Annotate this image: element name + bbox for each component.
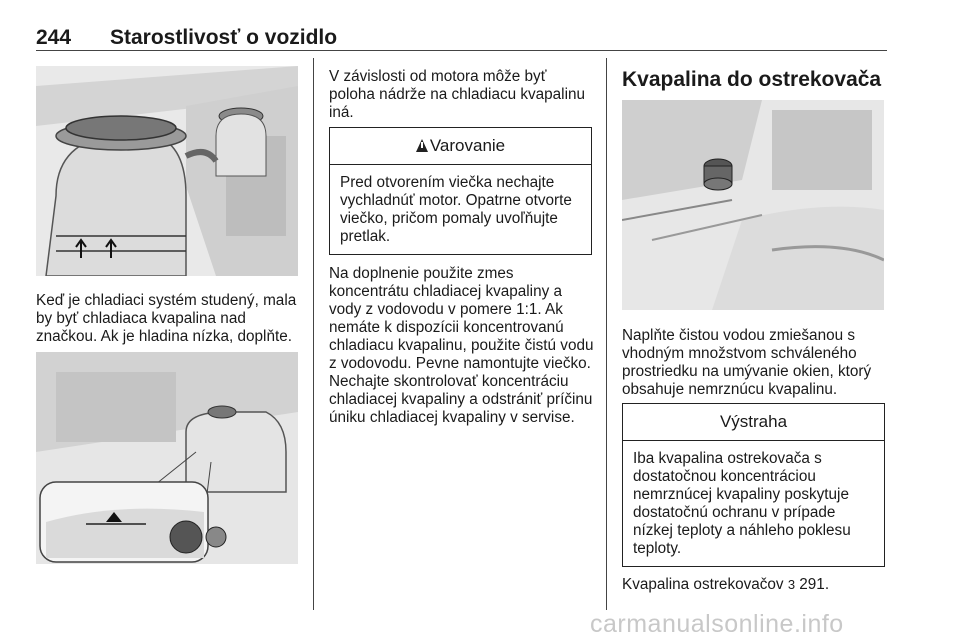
caution-text: Iba kvapalina ostrekovača s dostatočnou koncentráciou nemrznúcej kvapaliny poskytuje dostatočnú ochranu v prípade nízkej teploty a náhleho poklesu teploty. xyxy=(633,450,851,557)
column-divider xyxy=(606,58,607,610)
watermark: carmanualsonline.info xyxy=(590,610,844,638)
page-reference-arrow-icon: 3 xyxy=(787,577,796,592)
reference-label: Kvapalina ostrekovačov xyxy=(622,576,784,593)
warning-box xyxy=(329,127,592,255)
reference-page: 291. xyxy=(799,576,830,593)
page-number: 244 xyxy=(36,26,72,49)
caution-box xyxy=(622,403,885,567)
warning-text: Pred otvorením viečka nechajte vychladnúť motor. Opatrne otvorte viečko, pričom pomaly uvoľňujte pretlak. xyxy=(340,174,572,245)
warning-header xyxy=(330,128,591,165)
caution-title: Výstraha xyxy=(623,404,884,441)
coolant-mix-text: Na doplnenie použite zmes koncentrátu chladiacej kvapaliny a vody z vodovodu v pomere 1:1. Ak nemáte k dispozícii koncentrovanú chladiacu kvapalinu, použite čistú vodu z vodovodu. Pevne namontujte viečko. Nechajte skontrolovať koncentráciu chladiacej kvapaliny a odstrániť príčinu úniku chladiacej kvapaliny v servise. xyxy=(329,265,594,426)
page-title: Starostlivosť o vozidlo xyxy=(110,26,338,49)
column-divider xyxy=(313,58,314,610)
coolant-tank-figure xyxy=(36,66,298,276)
washer-reservoir-figure xyxy=(622,100,884,310)
warning-triangle-icon xyxy=(416,139,428,152)
warning-title: Varovanie xyxy=(429,136,506,155)
coolant-tank-location-figure xyxy=(36,352,298,564)
tank-position-text: V závislosti od motora môže byť poloha nádrže na chladiacu kvapalinu iná. xyxy=(329,68,585,121)
header-rule xyxy=(36,50,887,51)
washer-fluid-reference[interactable] xyxy=(622,576,890,594)
coolant-level-text: Keď je chladiaci systém studený, mala by byť chladiaca kvapalina nad značkou. Ak je hladina nízka, doplňte. xyxy=(36,292,297,345)
washer-fill-text: Naplňte čistou vodou zmiešanou s vhodným množstvom schváleného prostriedku na umývanie okien, ktorý obsahuje nemrznúcu kvapalinu. xyxy=(622,327,872,398)
washer-fluid-heading: Kvapalina do ostrekovača xyxy=(622,68,882,91)
